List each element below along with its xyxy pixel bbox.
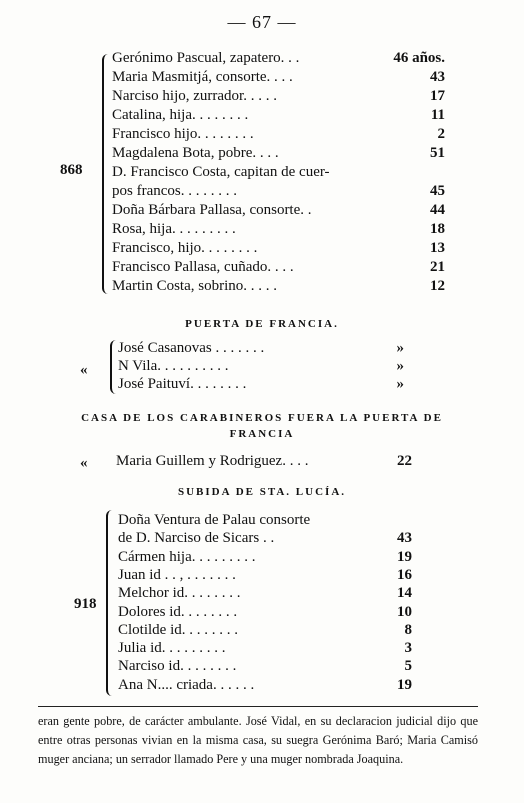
entry-row [112, 88, 445, 107]
entry-age: 3 [404, 640, 412, 657]
entry-name: Melchor id. . . . . . . . [118, 585, 241, 602]
entry-age: 45 [430, 183, 445, 199]
entry-name: José Casanovas . . . . . . . [118, 340, 265, 356]
entry-row [118, 376, 404, 394]
entry-name: D. Francisco Costa, capitan de cuer- [112, 164, 330, 180]
entry-name: N Vila. . . . . . . . . . [118, 358, 229, 374]
entry-name: Maria Guillem y Rodriguez. . . . [116, 453, 309, 469]
entry-age: 10 [397, 603, 412, 620]
entry-name: Narciso id. . . . . . . . [118, 658, 237, 675]
entry-name: de D. Narciso de Sicars . . [118, 530, 275, 547]
divider [38, 706, 478, 707]
entry-row [118, 512, 412, 530]
entry-name: Dolores id. . . . . . . . [118, 603, 238, 620]
entry-age: 21 [430, 259, 445, 275]
entry-row [112, 50, 445, 69]
entry-age: 44 [430, 202, 445, 218]
entry-name: Narciso hijo, zurrador. . . . . [112, 88, 277, 104]
house-number: « [80, 362, 88, 378]
entry-name: Catalina, hija. . . . . . . . [112, 107, 249, 123]
entry-age: 14 [397, 585, 412, 602]
entry-row [112, 183, 445, 202]
house-number: 918 [74, 596, 97, 612]
entry-row [118, 549, 412, 567]
entry-name: Rosa, hija. . . . . . . . . [112, 221, 236, 237]
entry-name: Gerónimo Pascual, zapatero. . . [112, 50, 300, 66]
section-title: CASA DE LOS CARABINEROS FUERA LA PUERTA DE [81, 412, 443, 424]
entry-age: 5 [404, 658, 412, 675]
page-number: — 67 — [227, 12, 297, 32]
footnote: eran gente pobre, de carácter ambulante. José Vidal, en su declaracion judicial dijo que entre otras personas vivian en la misma casa, su suegra Gerónima Baró; Maria Camisó muger anciana; un serrador llamado Pere y una muger nombrada Joaquina. [38, 714, 478, 766]
entry-row [112, 69, 445, 88]
entry-age: 22 [397, 453, 412, 469]
section-title: FRANCIA [229, 428, 295, 440]
entry-age: 43 [397, 530, 412, 547]
entry-age: 8 [404, 621, 412, 638]
entry-row [118, 677, 412, 695]
entry-row [112, 221, 445, 240]
entry-age: 13 [430, 240, 445, 256]
entry-row [112, 240, 445, 259]
entry-row [112, 107, 445, 126]
entry-age: 43 [430, 69, 445, 85]
entry-age: 12 [430, 278, 445, 294]
entry-row [118, 340, 404, 358]
section-title: PUERTA DE FRANCIA. [185, 318, 339, 330]
entry-row [118, 530, 412, 548]
entry-name: Maria Masmitjá, consorte. . . . [112, 69, 293, 85]
entry-row [112, 126, 445, 145]
entry-name: Ana N.... criada. . . . . . [118, 676, 255, 693]
entry-age: » [396, 358, 404, 374]
entry-row [118, 585, 412, 603]
entry-name: Juan id . . , . . . . . . . [118, 566, 236, 583]
entry-name: Francisco hijo. . . . . . . . [112, 126, 254, 142]
entry-name: Francisco, hijo. . . . . . . . [112, 240, 258, 256]
entry-age: 18 [430, 221, 445, 237]
section-title: SUBIDA DE STA. LUCÍA. [177, 486, 347, 498]
entry-age: 19 [397, 676, 412, 693]
brace [102, 54, 112, 294]
entry-age: 11 [430, 107, 445, 123]
entry-name: José Paituví. . . . . . . . [118, 376, 247, 392]
entry-row [112, 278, 445, 297]
entry-row [118, 358, 404, 376]
entry-row [112, 164, 445, 183]
entry-row [118, 622, 412, 640]
entry-name: Doña Bárbara Pallasa, consorte. . [112, 202, 312, 218]
entry-row [116, 453, 412, 472]
entry-name: Cármen hija. . . . . . . . . [118, 548, 256, 565]
entry-age: 2 [437, 126, 445, 142]
entry-row [118, 604, 412, 622]
entry-name: Martin Costa, sobrino. . . . . [112, 278, 277, 294]
brace [106, 510, 116, 696]
entry-row [112, 145, 445, 164]
entry-age: 17 [430, 88, 445, 104]
entry-age: 16 [397, 566, 412, 583]
entry-row [112, 202, 445, 221]
entry-name: Julia id. . . . . . . . . [118, 640, 226, 657]
entry-name: Francisco Pallasa, cuñado. . . . [112, 259, 294, 275]
entry-name: Clotilde id. . . . . . . . [118, 621, 238, 638]
house-number: « [80, 455, 88, 471]
house-number: 868 [60, 162, 83, 178]
entry-name: Magdalena Bota, pobre. . . . [112, 145, 279, 161]
entry-age: 46 años. [393, 50, 445, 66]
entry-name: Doña Ventura de Palau consorte [118, 512, 311, 528]
entry-age: 19 [397, 548, 412, 565]
entry-name: pos francos. . . . . . . . [112, 183, 237, 199]
entry-row [118, 658, 412, 676]
entry-row [118, 567, 412, 585]
entry-age: » [396, 340, 404, 356]
entry-age: 51 [430, 145, 445, 161]
entry-age: » [396, 376, 404, 392]
entry-row [112, 259, 445, 278]
entry-row [118, 640, 412, 658]
